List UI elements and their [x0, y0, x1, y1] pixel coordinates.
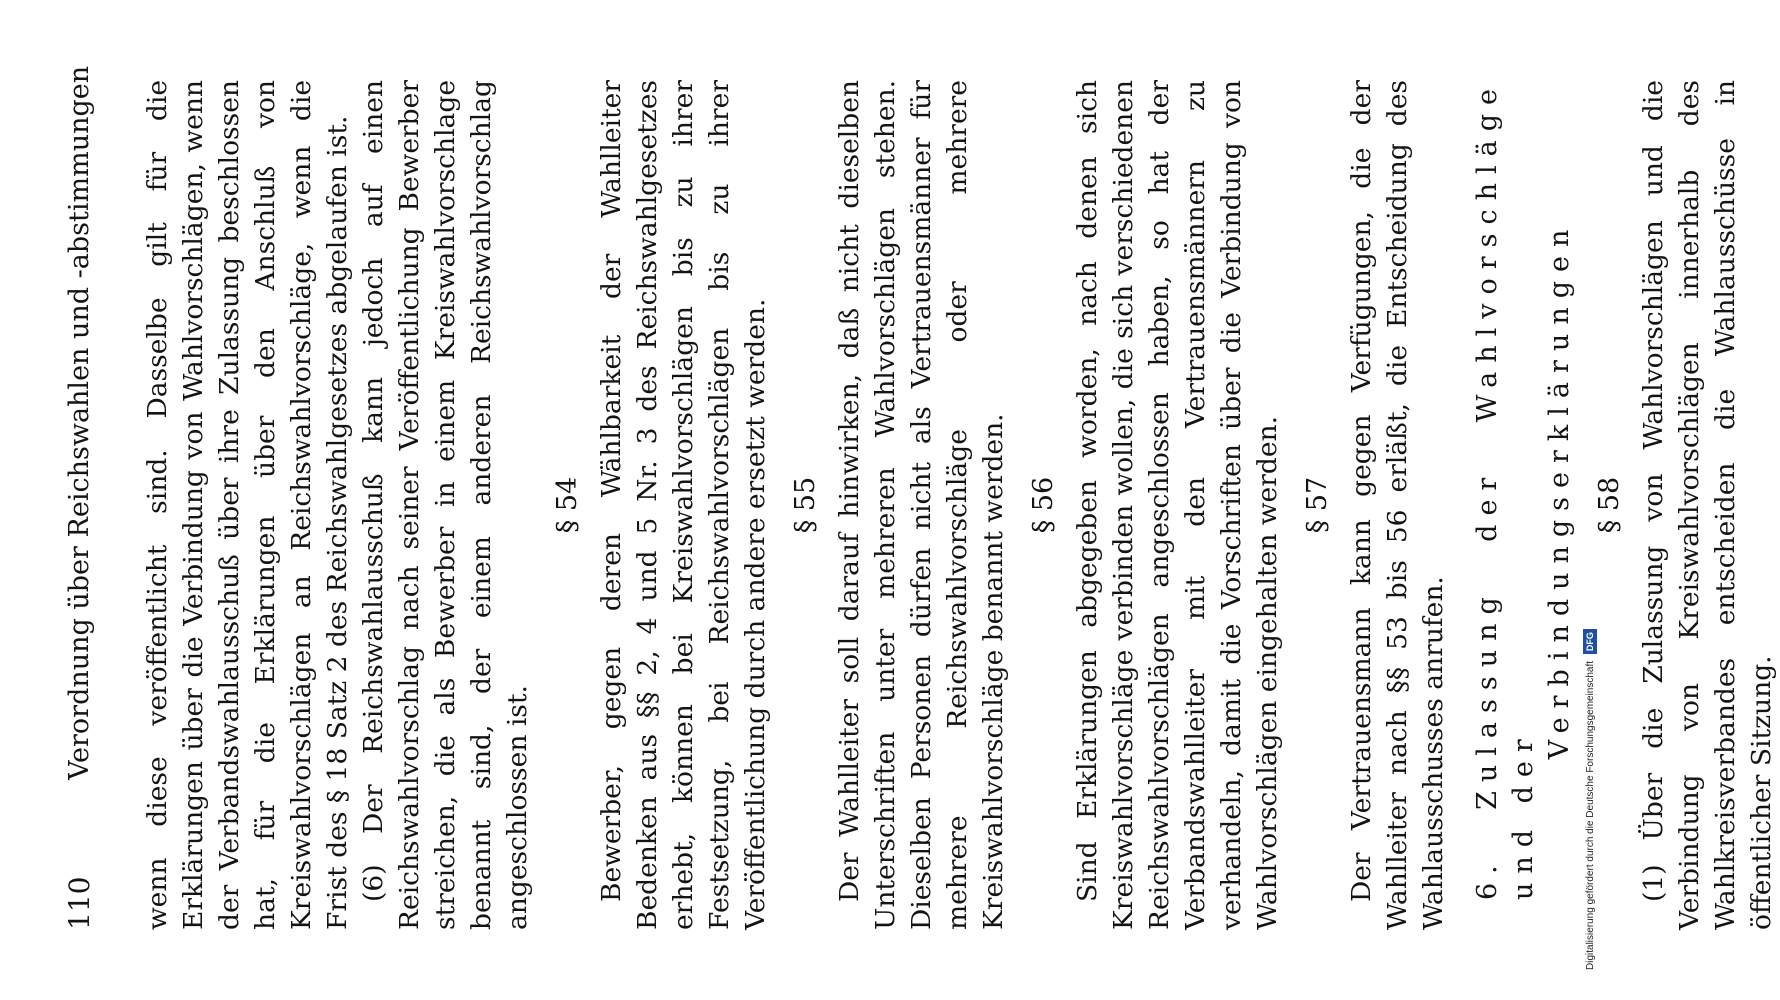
section-56-text: Sind Erklärungen abgegeben worden, nach denen sich Kreiswahlvorschläge verbinden wollen, die sich verschiedenen Reichswahlvorschlägen angeschlossen haben, so hat der Verbandswahlleiter mit den Vertrauensmännern zu verhandeln, damit die Vorschriften über die Verbindung von Wahlvorschlägen eingehalten werden.	[1072, 80, 1283, 930]
section-58-text: (1) Über die Zulassung von Wahlvorschlägen und die Verbindung von Kreiswahlvorschlägen innerhalb des Wahlkreisverbandes entscheiden die Wahlausschüsse in öffentlicher Sitzung.	[1638, 80, 1777, 930]
section-57-heading: § 57	[1302, 476, 1333, 534]
section-58-heading: § 58	[1594, 476, 1625, 534]
section-56-heading: § 56	[1028, 476, 1059, 534]
credit-label: Digitalisierung gefördert durch die Deutsche Forschungsgemeinschaft	[1585, 660, 1596, 970]
credit-text	[1581, 10, 1601, 970]
dfg-logo: DFG	[1583, 629, 1597, 654]
page-number: 110	[63, 876, 96, 930]
paragraph-continuation: wenn diese veröffentlicht sind. Dasselbe gilt für die Erklärungen über die Verbindung von Wahlvorschlägen, wenn der Verbandswahlausschuß über ihre Zulassung beschlossen hat, für die Erklärungen über den Anschluß von Kreiswahlvorschlägen an Reichswahlvorschläge, wenn die Frist des § 18 Satz 2 des Reichswahlgesetzes abgelaufen ist.	[142, 80, 353, 930]
chapter-6-heading-line2: Verbindungserklärungen	[1544, 220, 1575, 760]
running-head-title: Verordnung über Reichswahlen und -abstimmungen	[64, 65, 95, 780]
digitization-credit	[1581, 10, 1603, 990]
body-text	[140, 80, 1780, 930]
section-54-text: Bewerber, gegen deren Wählbarkeit der Wahlleiter Bedenken aus §§ 2, 4 und 5 Nr. 3 des Reichswahlgesetzes erhebt, können bei Kreiswahlvorschlägen bis zu ihrer Festsetzung, bei Reichswahlvorschlägen bis zu ihrer Veröffentlichung durch andere ersetzt werden.	[596, 80, 771, 930]
section-54-heading: § 54	[552, 476, 583, 534]
running-head	[60, 60, 100, 940]
section-55-text: Der Wahlleiter soll darauf hinwirken, daß nicht dieselben Unterschriften unter mehreren Wahlvorschlägen stehen. Dieselben Personen dürfen nicht als Vertrauensmänner für mehrere Reichswahlvorschläge oder mehrere Kreiswahlvorschläge benannt werden.	[834, 80, 1009, 930]
section-57-text: Der Vertrauensmann kann gegen Verfügungen, die der Wahlleiter nach §§ 53 bis 56 erläßt, die Entscheidung des Wahlausschusses anrufen.	[1346, 80, 1449, 930]
chapter-6-heading-line1: 6. Zulassung der Wahlvorschläge und der	[1472, 80, 1539, 900]
section-55-heading: § 55	[790, 476, 821, 534]
chapter-6-heading	[1470, 80, 1578, 930]
paragraph-6: (6) Der Reichswahlausschuß kann jedoch auf einen Reichswahlvorschlag nach seiner Veröffentlichung Bewerber streichen, die als Bewerber in einem Kreiswahlvorschlage benannt sind, der einem anderen Reichswahlvorschlag angeschlossen ist.	[358, 80, 533, 930]
